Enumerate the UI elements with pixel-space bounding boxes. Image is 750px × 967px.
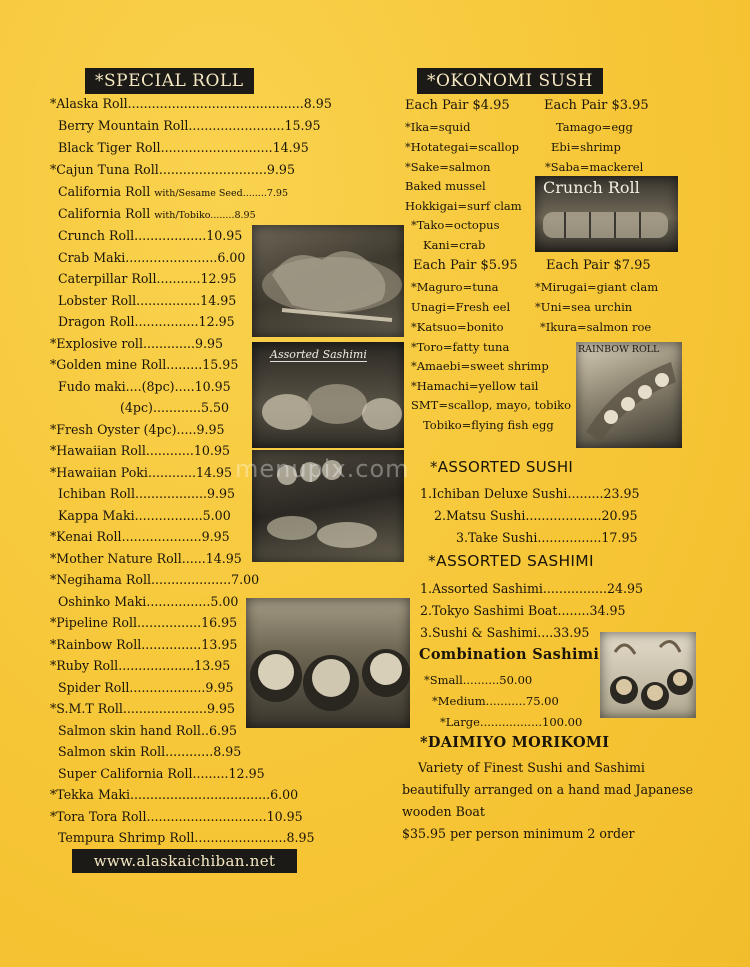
menu-item: *Alaska Roll............................................8.95 [50,96,332,111]
price-group-heading: Each Pair $3.95 [544,98,649,113]
price-group-heading: Each Pair $4.95 [405,98,510,113]
menu-item: *S.M.T Roll.....................9.95 [50,701,236,716]
menu-item [58,184,288,202]
combination-item: *Small..........50.00 [424,673,533,687]
menu-item: *Kenai Roll....................9.95 [50,529,230,544]
website-link[interactable]: www.alaskaichiban.net [72,849,297,873]
sushi-set-item: 3.Take Sushi................17.95 [456,530,638,545]
menu-item: *Tora Tora Roll..............................10.95 [50,809,303,824]
sashimi-boat-photo [252,225,404,337]
daimiyo-description-line: beautifully arranged on a hand mad Japanese [402,782,694,797]
menu-item: Oshinko Maki................5.00 [58,594,239,609]
assorted-sashimi-label: Assorted Sashimi [270,348,367,361]
menu-item: *Hawaiian Roll............10.95 [50,443,230,458]
okonomi-item: *Tako=octopus [411,218,500,232]
rainbow-roll-photo [576,342,682,448]
okonomi-item: *Mirugai=giant clam [535,280,659,294]
rolls-photo [246,598,410,728]
okonomi-item: Tobiko=flying fish egg [423,418,554,432]
item-name: California Roll [58,206,151,221]
okonomi-item: *Katsuo=bonito [411,320,504,334]
menu-item: Tempura Shrimp Roll.......................8.95 [58,830,315,845]
okonomi-item: *Ika=squid [405,120,471,134]
menu-item: Spider Roll...................9.95 [58,680,234,695]
sushi-set-item: 2.Matsu Sushi...................20.95 [434,508,638,523]
menu-item: *Golden mine Roll.........15.95 [50,357,239,372]
menu-item: Salmon skin hand Roll..6.95 [58,723,237,738]
okonomi-item: Ebi=shrimp [551,140,621,154]
menu-item: *Pipeline Roll................16.95 [50,615,238,630]
okonomi-item: Unagi=Fresh eel [411,300,511,314]
okonomi-item: *Uni=sea urchin [535,300,633,314]
combination-sashimi-header: Combination Sashimi [419,646,600,663]
okonomi-item: *Sake=salmon [405,160,491,174]
daimiyo-description-line: Variety of Finest Sushi and Sashimi [418,760,645,775]
menu-item: *Rainbow Roll...............13.95 [50,637,238,652]
price-group-heading: Each Pair $5.95 [413,258,518,273]
sashimi-boat-image [252,225,404,337]
sushi-set-item: 1.Ichiban Deluxe Sushi.........23.95 [420,486,640,501]
item-note: with/Sesame Seed........7.95 [154,188,289,199]
menu-item: Ichiban Roll..................9.95 [58,486,236,501]
rainbow-roll-image [576,342,682,448]
price-group-heading: Each Pair $7.95 [546,258,651,273]
menu-item [58,206,256,224]
okonomi-item: Baked mussel [405,179,486,193]
assorted-sashimi-header: *ASSORTED SASHIMI [428,552,594,570]
menu-item: Black Tiger Roll............................14.95 [58,140,309,155]
okonomi-item: *Maguro=tuna [411,280,499,294]
menu-item: Berry Mountain Roll........................15.95 [58,118,321,133]
menu-item: Kappa Maki.................5.00 [58,508,231,523]
assorted-sashimi-photo [252,342,404,448]
okonomi-item: Hokkigai=surf clam [405,199,522,213]
menu-item: Lobster Roll................14.95 [58,293,237,308]
combination-sashimi-image [600,632,696,718]
menu-item: *Hawaiian Poki............14.95 [50,465,233,480]
watermark: menupix.com [235,455,410,483]
menu-item: Caterpillar Roll...........12.95 [58,271,237,286]
okonomi-item: *Toro=fatty tuna [411,340,510,354]
menu-item: *Mother Nature Roll......14.95 [50,551,242,566]
menu-item: Fudo maki....(8pc).....10.95 [58,379,231,394]
okonomi-item: *Hotategai=scallop [405,140,519,154]
sashimi-set-item: 3.Sushi & Sashimi....33.95 [420,625,590,640]
okonomi-item: *Saba=mackerel [545,160,644,174]
okonomi-item: *Amaebi=sweet shrimp [411,359,549,373]
assorted-sushi-header: *ASSORTED SUSHI [430,458,574,476]
menu-item: *Fresh Oyster (4pc).....9.95 [50,422,225,437]
rainbow-roll-label: RAINBOW ROLL [578,344,660,355]
menu-item: *Ruby Roll...................13.95 [50,658,231,673]
menu-item: Crunch Roll..................10.95 [58,228,243,243]
daimiyo-price: $35.95 per person minimum 2 order [402,826,635,841]
item-note: with/Tobiko........8.95 [154,210,256,221]
item-name: California Roll [58,184,151,199]
daimiyo-header: *DAIMIYO MORIKOMI [420,734,610,751]
crunch-roll-photo [535,176,678,252]
daimiyo-description-line: wooden Boat [402,804,485,819]
menu-item: *Negihama Roll....................7.00 [50,572,260,587]
crunch-roll-label: Crunch Roll [543,178,640,197]
combination-item: *Medium...........75.00 [432,694,559,708]
menu-item: *Tekka Maki...................................6.00 [50,787,299,802]
menu-item: Super California Roll.........12.95 [58,766,265,781]
menu-item: Dragon Roll................12.95 [58,314,235,329]
combination-item: *Large.................100.00 [440,715,583,729]
menu-item: Crab Maki.......................6.00 [58,250,246,265]
rolls-image [246,598,410,728]
menu-item: Salmon skin Roll............8.95 [58,744,242,759]
special-roll-header: *SPECIAL ROLL [85,68,254,94]
menu-item: *Cajun Tuna Roll...........................9.95 [50,162,295,177]
menu-item: *Explosive roll.............9.95 [50,336,224,351]
okonomi-item: *Hamachi=yellow tail [411,379,539,393]
okonomi-item: Kani=crab [423,238,486,252]
combination-sashimi-photo [600,632,696,718]
sashimi-set-item: 1.Assorted Sashimi................24.95 [420,581,644,596]
sashimi-set-item: 2.Tokyo Sashimi Boat........34.95 [420,603,626,618]
okonomi-item: SMT=scallop, mayo, tobiko [411,398,572,412]
okonomi-item: *Ikura=salmon roe [540,320,652,334]
okonomi-header: *OKONOMI SUSH [417,68,603,94]
menu-item: (4pc)............5.50 [120,400,230,415]
okonomi-item: Tamago=egg [556,120,633,134]
